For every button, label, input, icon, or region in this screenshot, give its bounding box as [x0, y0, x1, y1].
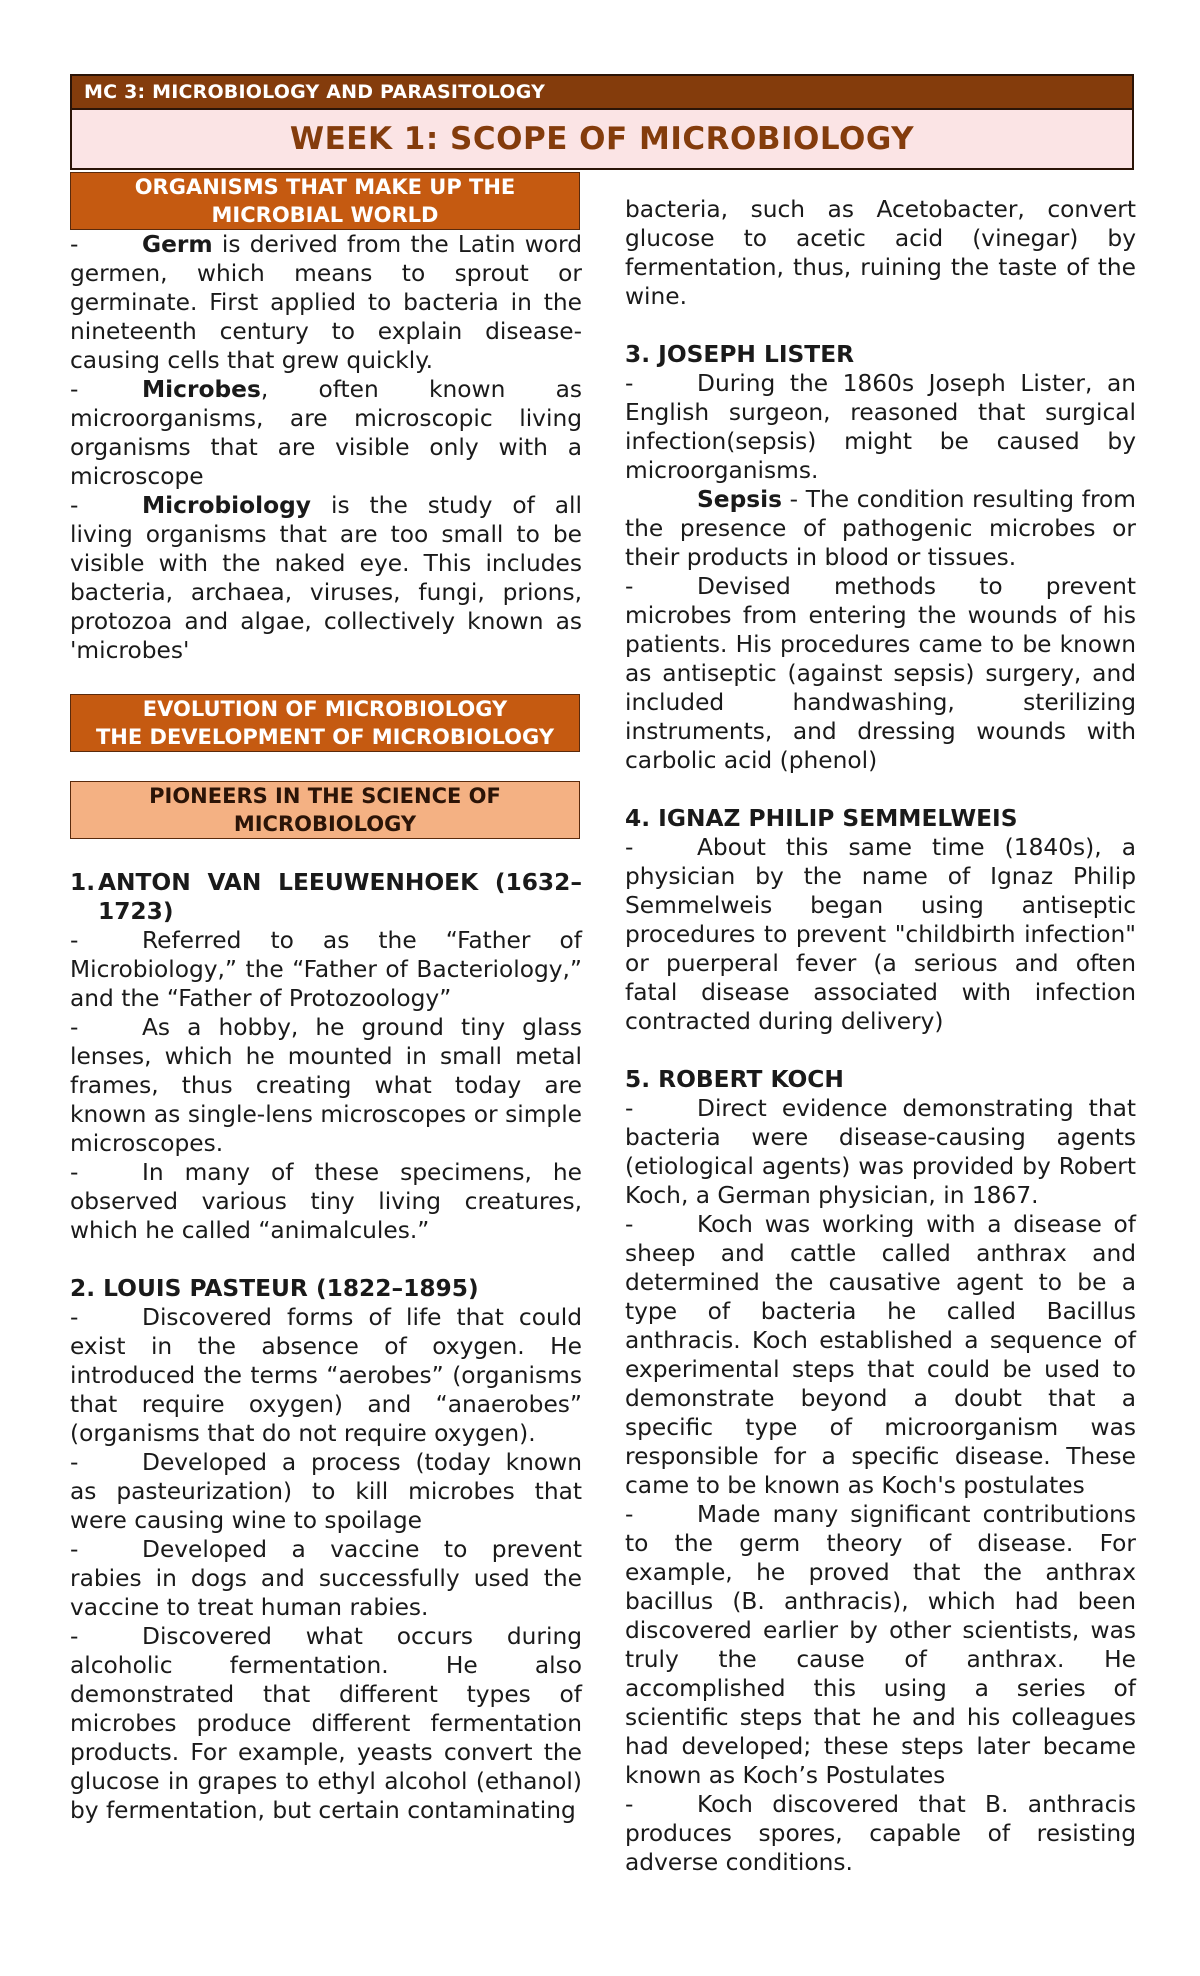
course-title: MC 3: MICROBIOLOGY AND PARASITOLOGY — [84, 81, 546, 103]
item-text: About this same time (1840s), a physician by the name of Ignaz Philip Semmelweis began using antiseptic procedures to prevent "childbirth infection" or puerperal fever (a serious and often fatal disease associated with infection contracted during delivery) — [625, 834, 1136, 1035]
definition-text: is derived from the Latin word germen, which means to sprout or germinate. First applied to bacteria in the nineteenth century to explain disease-causing cells that grew quickly. — [70, 231, 582, 374]
koch-item: - Koch discovered that B. anthracis produces spores, capable of resisting adverse conditions. — [625, 1791, 1136, 1876]
pasteur-item: - Discovered forms of life that could exist in the absence of oxygen. He introduced the terms “aerobes” (organisms that require oxygen) and “anaerobes” (organisms that do not require oxygen). — [70, 1304, 582, 1447]
week-title-bar — [70, 110, 1134, 170]
pasteur-item: - Developed a process (today known as pasteurization) to kill microbes that were causing wine to spoilage — [70, 1449, 582, 1534]
pasteur-item: - Discovered what occurs during alcoholic fermentation. He also demonstrated that different types of microbes produce different fermentation products. For example, yeasts convert the glucose in grapes to ethyl alcohol (ethanol) by fermentation, but certain contaminating — [70, 1623, 582, 1824]
leeuwenhoek-item: - As a hobby, he ground tiny glass lenses, which he mounted in small metal frames, thus creating what today are known as single-lens microscopes or simple microscopes. — [70, 1014, 582, 1157]
lister-heading: 3. JOSEPH LISTER — [625, 341, 855, 368]
heading-title: ANTON VAN LEEUWENHOEK (1632–1723) — [98, 869, 582, 925]
microbes-definition: - Microbes, often known as microorganisms, are microscopic living organisms that are visible only with a microscope — [70, 376, 582, 490]
left-column — [70, 172, 582, 1825]
sepsis-definition — [625, 485, 1136, 572]
item-text: Discovered what occurs during alcoholic fermentation. He also demonstrated that different types of microbes produce different fermentation products. For example, yeasts convert the glucose in grapes to ethyl alcohol (ethanol) by fermentation, but certain contaminating — [70, 1623, 582, 1824]
koch-item: - Made many significant contributions to the germ theory of disease. For example, he proved that the anthrax bacillus (B. anthracis), which had been discovered earlier by other scientists, was truly the cause of anthrax. He accomplished this using a series of scientific steps that he and his colleagues had developed; these steps later became known as Koch’s Postulates — [625, 1501, 1136, 1789]
section-box-microbial-world — [70, 172, 580, 230]
leeuwenhoek-item: - Referred to as the “Father of Microbiology,” the “Father of Bacteriology,” and the “Father of Protozoology” — [70, 927, 582, 1012]
item-text: During the 1860s Joseph Lister, an English surgeon, reasoned that surgical infection(sepsis) might be caused by microorganisms. — [625, 370, 1136, 484]
koch-item: - Direct evidence demonstrating that bacteria were disease-causing agents (etiological agents) was provided by Robert Koch, a German physician, in 1867. — [625, 1095, 1136, 1209]
heading-number: 1. — [70, 869, 96, 896]
microbiology-definition: - Microbiology is the study of all living organisms that are too small to be visible with the naked eye. This includes bacteria, archaea, viruses, fungi, prions, protozoa and algae, collectively known as 'microbes' — [70, 492, 582, 664]
item-text: Discovered forms of life that could exist in the absence of oxygen. He introduced the terms “aerobes” (organisms that require oxygen) and “anaerobes” (organisms that do not require oxygen). — [70, 1304, 582, 1447]
pasteur-continuation: bacteria, such as Acetobacter, convert glucose to acetic acid (vinegar) by fermentation, thus, ruining the taste of the wine. — [625, 196, 1136, 310]
item-text: Koch discovered that B. anthracis produces spores, capable of resisting adverse conditions. — [625, 1791, 1136, 1876]
semmelweis-item: - About this same time (1840s), a physician by the name of Ignaz Philip Semmelweis began using antiseptic procedures to prevent "childbirth infection" or puerperal fever (a serious and often fatal disease associated with infection contracted during delivery) — [625, 834, 1136, 1035]
term: Germ — [142, 231, 213, 258]
definition-text: , often known as microorganisms, are microscopic living organisms that are visible only with a microscope — [70, 376, 582, 490]
item-text: As a hobby, he ground tiny glass lenses, which he mounted in small metal frames, thus creating what today are known as single-lens microscopes or simple microscopes. — [70, 1014, 582, 1157]
pasteur-item: - Developed a vaccine to prevent rabies in dogs and successfully used the vaccine to treat human rabies. — [70, 1536, 582, 1621]
leeuwenhoek-item: - In many of these specimens, he observed various tiny living creatures, which he called “animalcules.” — [70, 1159, 582, 1244]
item-text: In many of these specimens, he observed various tiny living creatures, which he called “animalcules.” — [70, 1159, 582, 1244]
lister-item: - During the 1860s Joseph Lister, an English surgeon, reasoned that surgical infection(sepsis) might be caused by microorganisms. — [625, 370, 1136, 484]
lister-item: - Devised methods to prevent microbes from entering the wounds of his patients. His procedures came to be known as antiseptic (against sepsis) surgery, and included handwashing, sterilizing instruments, and dressing wounds with carbolic acid (phenol) — [625, 573, 1136, 774]
item-text: Developed a process (today known as pasteurization) to kill microbes that were causing wine to spoilage — [70, 1449, 582, 1534]
week-title: WEEK 1: SCOPE OF MICROBIOLOGY — [289, 121, 915, 157]
term: Microbiology — [142, 492, 311, 519]
section-box-line: PIONEERS IN THE SCIENCE OF — [149, 784, 501, 808]
item-text: Referred to as the “Father of Microbiology,” the “Father of Bacteriology,” and the “Father of Protozoology” — [70, 927, 582, 1012]
item-text: Developed a vaccine to prevent rabies in dogs and successfully used the vaccine to treat human rabies. — [70, 1536, 582, 1621]
leeuwenhoek-heading — [70, 868, 582, 926]
koch-heading: 5. ROBERT KOCH — [625, 1066, 844, 1093]
term: Sepsis — [697, 486, 782, 513]
germ-definition: - Germ is derived from the Latin word germen, which means to sprout or germinate. First applied to bacteria in the nineteenth century to explain disease-causing cells that grew quickly. — [70, 231, 582, 374]
definition-text: is the study of all living organisms that are too small to be visible with the naked eye. This includes bacteria, archaea, viruses, fungi, prions, protozoa and algae, collectively known as 'microbes' — [70, 492, 582, 664]
course-title-bar — [70, 74, 1134, 110]
item-text: Devised methods to prevent microbes from entering the wounds of his patients. His procedures came to be known as antiseptic (against sepsis) surgery, and included handwashing, sterilizing instruments, and dressing wounds with carbolic acid (phenol) — [625, 573, 1136, 774]
section-box-line: ORGANISMS THAT MAKE UP THE — [134, 175, 516, 199]
section-box-line: EVOLUTION OF MICROBIOLOGY — [142, 697, 508, 721]
term: Microbes — [142, 376, 261, 403]
semmelweis-heading: 4. IGNAZ PHILIP SEMMELWEIS — [625, 805, 1018, 832]
pasteur-heading: 2. LOUIS PASTEUR (1822–1895) — [70, 1275, 479, 1302]
section-box-line: MICROBIOLOGY — [233, 812, 417, 836]
section-box-pioneers — [70, 781, 580, 839]
section-box-evolution — [70, 694, 580, 752]
section-box-line: MICROBIAL WORLD — [211, 203, 439, 227]
koch-item: - Koch was working with a disease of sheep and cattle called anthrax and determined the causative agent to be a type of bacteria he called Bacillus anthracis. Koch established a sequence of experimental steps that could be used to demonstrate beyond a doubt that a specific type of microorganism was responsible for a specific disease. These came to be known as Koch's postulates — [625, 1211, 1136, 1499]
section-box-line: THE DEVELOPMENT OF MICROBIOLOGY — [95, 725, 555, 749]
item-text: Koch was working with a disease of sheep and cattle called anthrax and determined the causative agent to be a type of bacteria he called Bacillus anthracis. Koch established a sequence of experimental steps that could be used to demonstrate beyond a doubt that a specific type of microorganism was responsible for a specific disease. These came to be known as Koch's postulates — [625, 1211, 1136, 1499]
definition-text: - The condition resulting from the presence of pathogenic microbes or their products in blood or tissues. — [625, 486, 1136, 571]
item-text: Direct evidence demonstrating that bacteria were disease-causing agents (etiological agents) was provided by Robert Koch, a German physician, in 1867. — [625, 1095, 1136, 1209]
item-text: Made many significant contributions to the germ theory of disease. For example, he proved that the anthrax bacillus (B. anthracis), which had been discovered earlier by other scientists, was truly the cause of anthrax. He accomplished this using a series of scientific steps that he and his colleagues had developed; these steps later became known as Koch’s Postulates — [625, 1501, 1136, 1789]
right-column — [625, 195, 1136, 1877]
